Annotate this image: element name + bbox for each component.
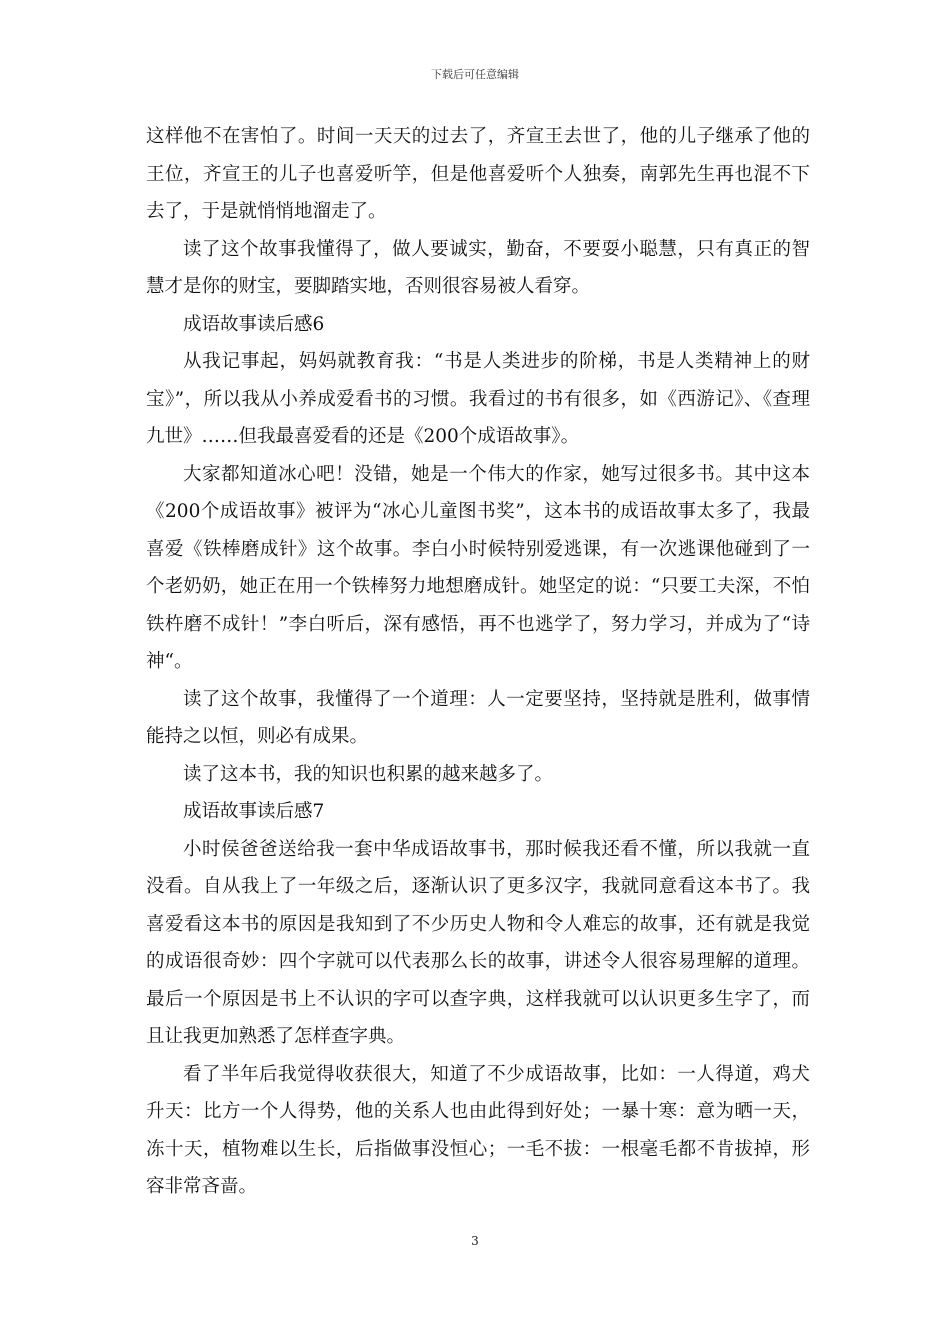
paragraph-3: 从我记事起，妈妈就教育我：“书是人类进步的阶梯，书是人类精神上的财宝》”，所以我从小养成爱看书的习惯。我看过的书有很多，如《西游记》、《查理九世》……但我最喜爱看的还是《200个成语故事》。 (146, 351, 810, 447)
section-heading-6: 成语故事读后感6 (183, 313, 325, 335)
paragraph-7: 小时侯爸爸送给我一套中华成语故事书，那时候我还看不懂，所以我就一直没看。自从我上了一年级之后，逐渐认识了更多汉字，我就同意看这本书了。我喜爱看这本书的原因是我知到了不少历史人物和令人难忘的故事，还有就是我觉的成语很奇妙：四个字就可以代表那么长的故事，讲述令人很容易理解的道理。最后一个原因是书上不认识的字可以查字典，这样我就可以认识更多生字了，而且让我更加熟悉了怎样查字典。 (146, 838, 810, 1047)
paragraph-5: 读了这个故事，我懂得了一个道理：人一定要坚持，坚持就是胜利，做事情能持之以恒，则必有成果。 (146, 688, 810, 747)
paragraph-4: 大家都知道冰心吧！没错，她是一个伟大的作家，她写过很多书。其中这本《200个成语故事》被评为“冰心儿童图书奖”，这本书的成语故事太多了，我最喜爱《铁棒磨成针》这个故事。李白小时候特别爱逃课，有一次逃课他碰到了一个老奶奶，她正在用一个铁棒努力地想磨成针。她坚定的说：“只要工夫深，不怕铁杵磨不成针！”李白听后，深有感悟，再不也逃学了，努力学习，并成为了“诗神“。 (146, 463, 810, 672)
document-body (146, 118, 810, 1206)
section-heading-7: 成语故事读后感7 (183, 801, 325, 822)
paragraph-6: 读了这本书，我的知识也积累的越来越多了。 (183, 763, 554, 785)
page-number: 3 (471, 1234, 479, 1248)
paragraph-8: 看了半年后我觉得收获很大，知道了不少成语故事，比如：一人得道，鸡犬升天：比方一个人得势，他的关系人也由此得到好处；一暴十寒：意为晒一天，冻十天，植物难以生长，后指做事没恒心；一毛不拔：一根毫毛都不肯拔掉，形容非常吝啬。 (146, 1063, 810, 1197)
page-header: 下载后可任意编辑 (431, 68, 519, 81)
paragraph-2: 读了这个故事我懂得了，做人要诚实，勤奋，不要耍小聪慧，只有真正的智慧才是你的财宝，要脚踏实地，否则很容易被人看穿。 (146, 238, 810, 297)
paragraph-1: 这样他不在害怕了。时间一天天的过去了，齐宣王去世了，他的儿子继承了他的王位，齐宣王的儿子也喜爱听竽，但是他喜爱听个人独奏，南郭先生再也混不下去了，于是就悄悄地溜走了。 (146, 126, 810, 222)
